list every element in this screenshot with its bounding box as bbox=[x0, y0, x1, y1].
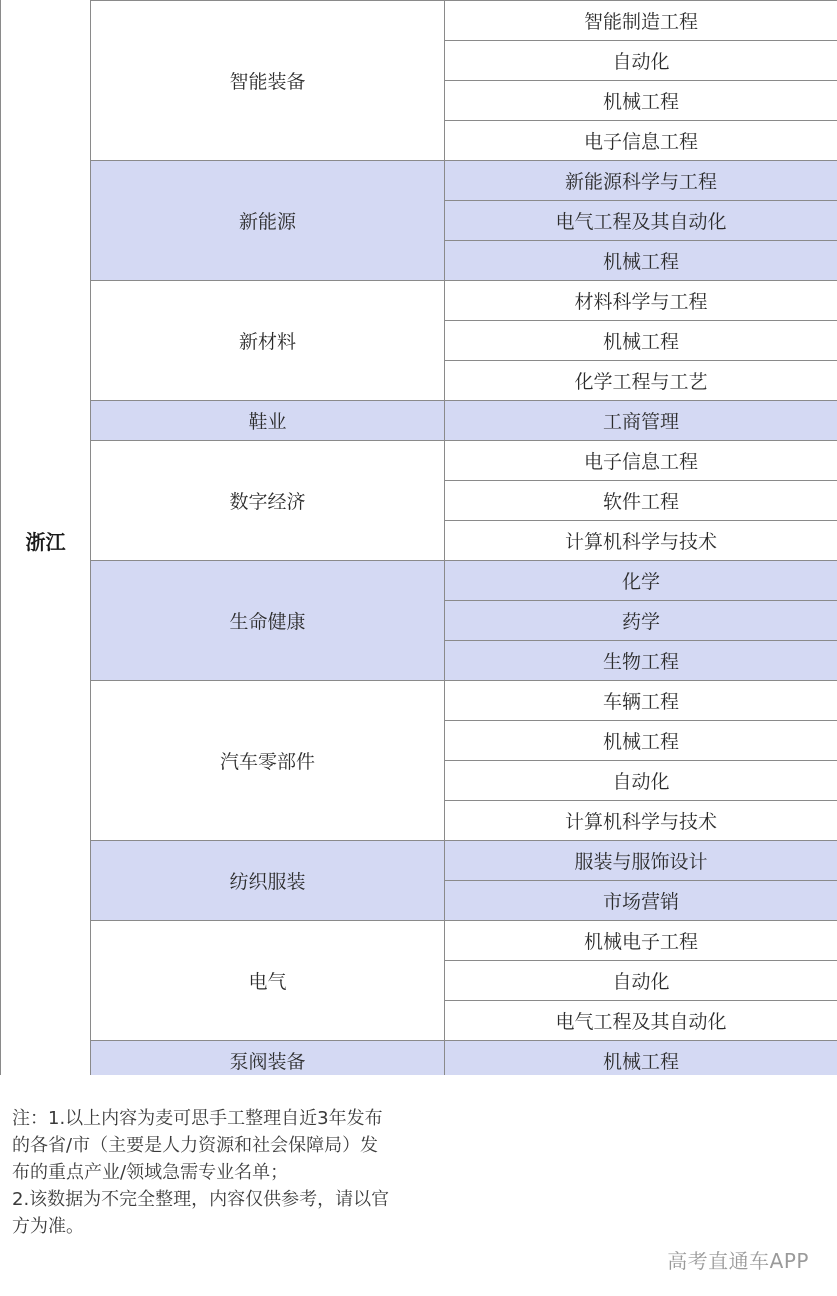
notes-section bbox=[0, 1075, 837, 1296]
major-cell: 机械电子工程 bbox=[445, 920, 837, 960]
footnote-line-2: 2.该数据为不完全整理，内容仅供参考，请以官方为准。 bbox=[12, 1189, 390, 1237]
major-cell: 电子信息工程 bbox=[445, 440, 837, 480]
major-cell: 计算机科学与技术 bbox=[445, 800, 837, 840]
major-cell: 机械工程 bbox=[445, 80, 837, 120]
major-cell: 电气工程及其自动化 bbox=[445, 1000, 837, 1040]
province-cell: 浙江 bbox=[1, 0, 91, 1080]
major-cell: 计算机科学与技术 bbox=[445, 520, 837, 560]
major-cell: 市场营销 bbox=[445, 880, 837, 920]
major-cell: 机械工程 bbox=[445, 1040, 837, 1080]
footnote-line-1: 注：1.以上内容为麦可思手工整理自近3年发布的各省/市（主要是人力资源和社会保障局）发布的重点产业/领域急需专业名单； bbox=[12, 1108, 383, 1183]
watermark-text: 高考直通车APP bbox=[667, 1249, 809, 1273]
major-cell: 软件工程 bbox=[445, 480, 837, 520]
major-cell: 工商管理 bbox=[445, 400, 837, 440]
major-cell: 机械工程 bbox=[445, 720, 837, 760]
industry-cell: 新材料 bbox=[91, 280, 445, 400]
major-cell: 自动化 bbox=[445, 760, 837, 800]
major-cell: 自动化 bbox=[445, 960, 837, 1000]
major-cell: 生物工程 bbox=[445, 640, 837, 680]
industry-cell: 纺织服装 bbox=[91, 840, 445, 920]
major-cell: 化学 bbox=[445, 560, 837, 600]
industry-cell: 泵阀装备 bbox=[91, 1040, 445, 1080]
industry-cell: 新能源 bbox=[91, 160, 445, 280]
major-cell: 车辆工程 bbox=[445, 680, 837, 720]
industry-cell: 生命健康 bbox=[91, 560, 445, 680]
major-cell: 服装与服饰设计 bbox=[445, 840, 837, 880]
major-cell: 化学工程与工艺 bbox=[445, 360, 837, 400]
major-cell: 材料科学与工程 bbox=[445, 280, 837, 320]
industry-cell: 鞋业 bbox=[91, 400, 445, 440]
major-cell: 新能源科学与工程 bbox=[445, 160, 837, 200]
major-cell: 机械工程 bbox=[445, 320, 837, 360]
footnote bbox=[12, 1105, 392, 1240]
major-cell: 智能制造工程 bbox=[445, 0, 837, 40]
industry-cell: 汽车零部件 bbox=[91, 680, 445, 840]
major-cell: 自动化 bbox=[445, 40, 837, 80]
major-cell: 电气工程及其自动化 bbox=[445, 200, 837, 240]
major-cell: 电子信息工程 bbox=[445, 120, 837, 160]
industry-cell: 电气 bbox=[91, 920, 445, 1040]
industry-cell: 数字经济 bbox=[91, 440, 445, 560]
major-cell: 机械工程 bbox=[445, 240, 837, 280]
industry-cell: 智能装备 bbox=[91, 0, 445, 160]
major-cell: 药学 bbox=[445, 600, 837, 640]
